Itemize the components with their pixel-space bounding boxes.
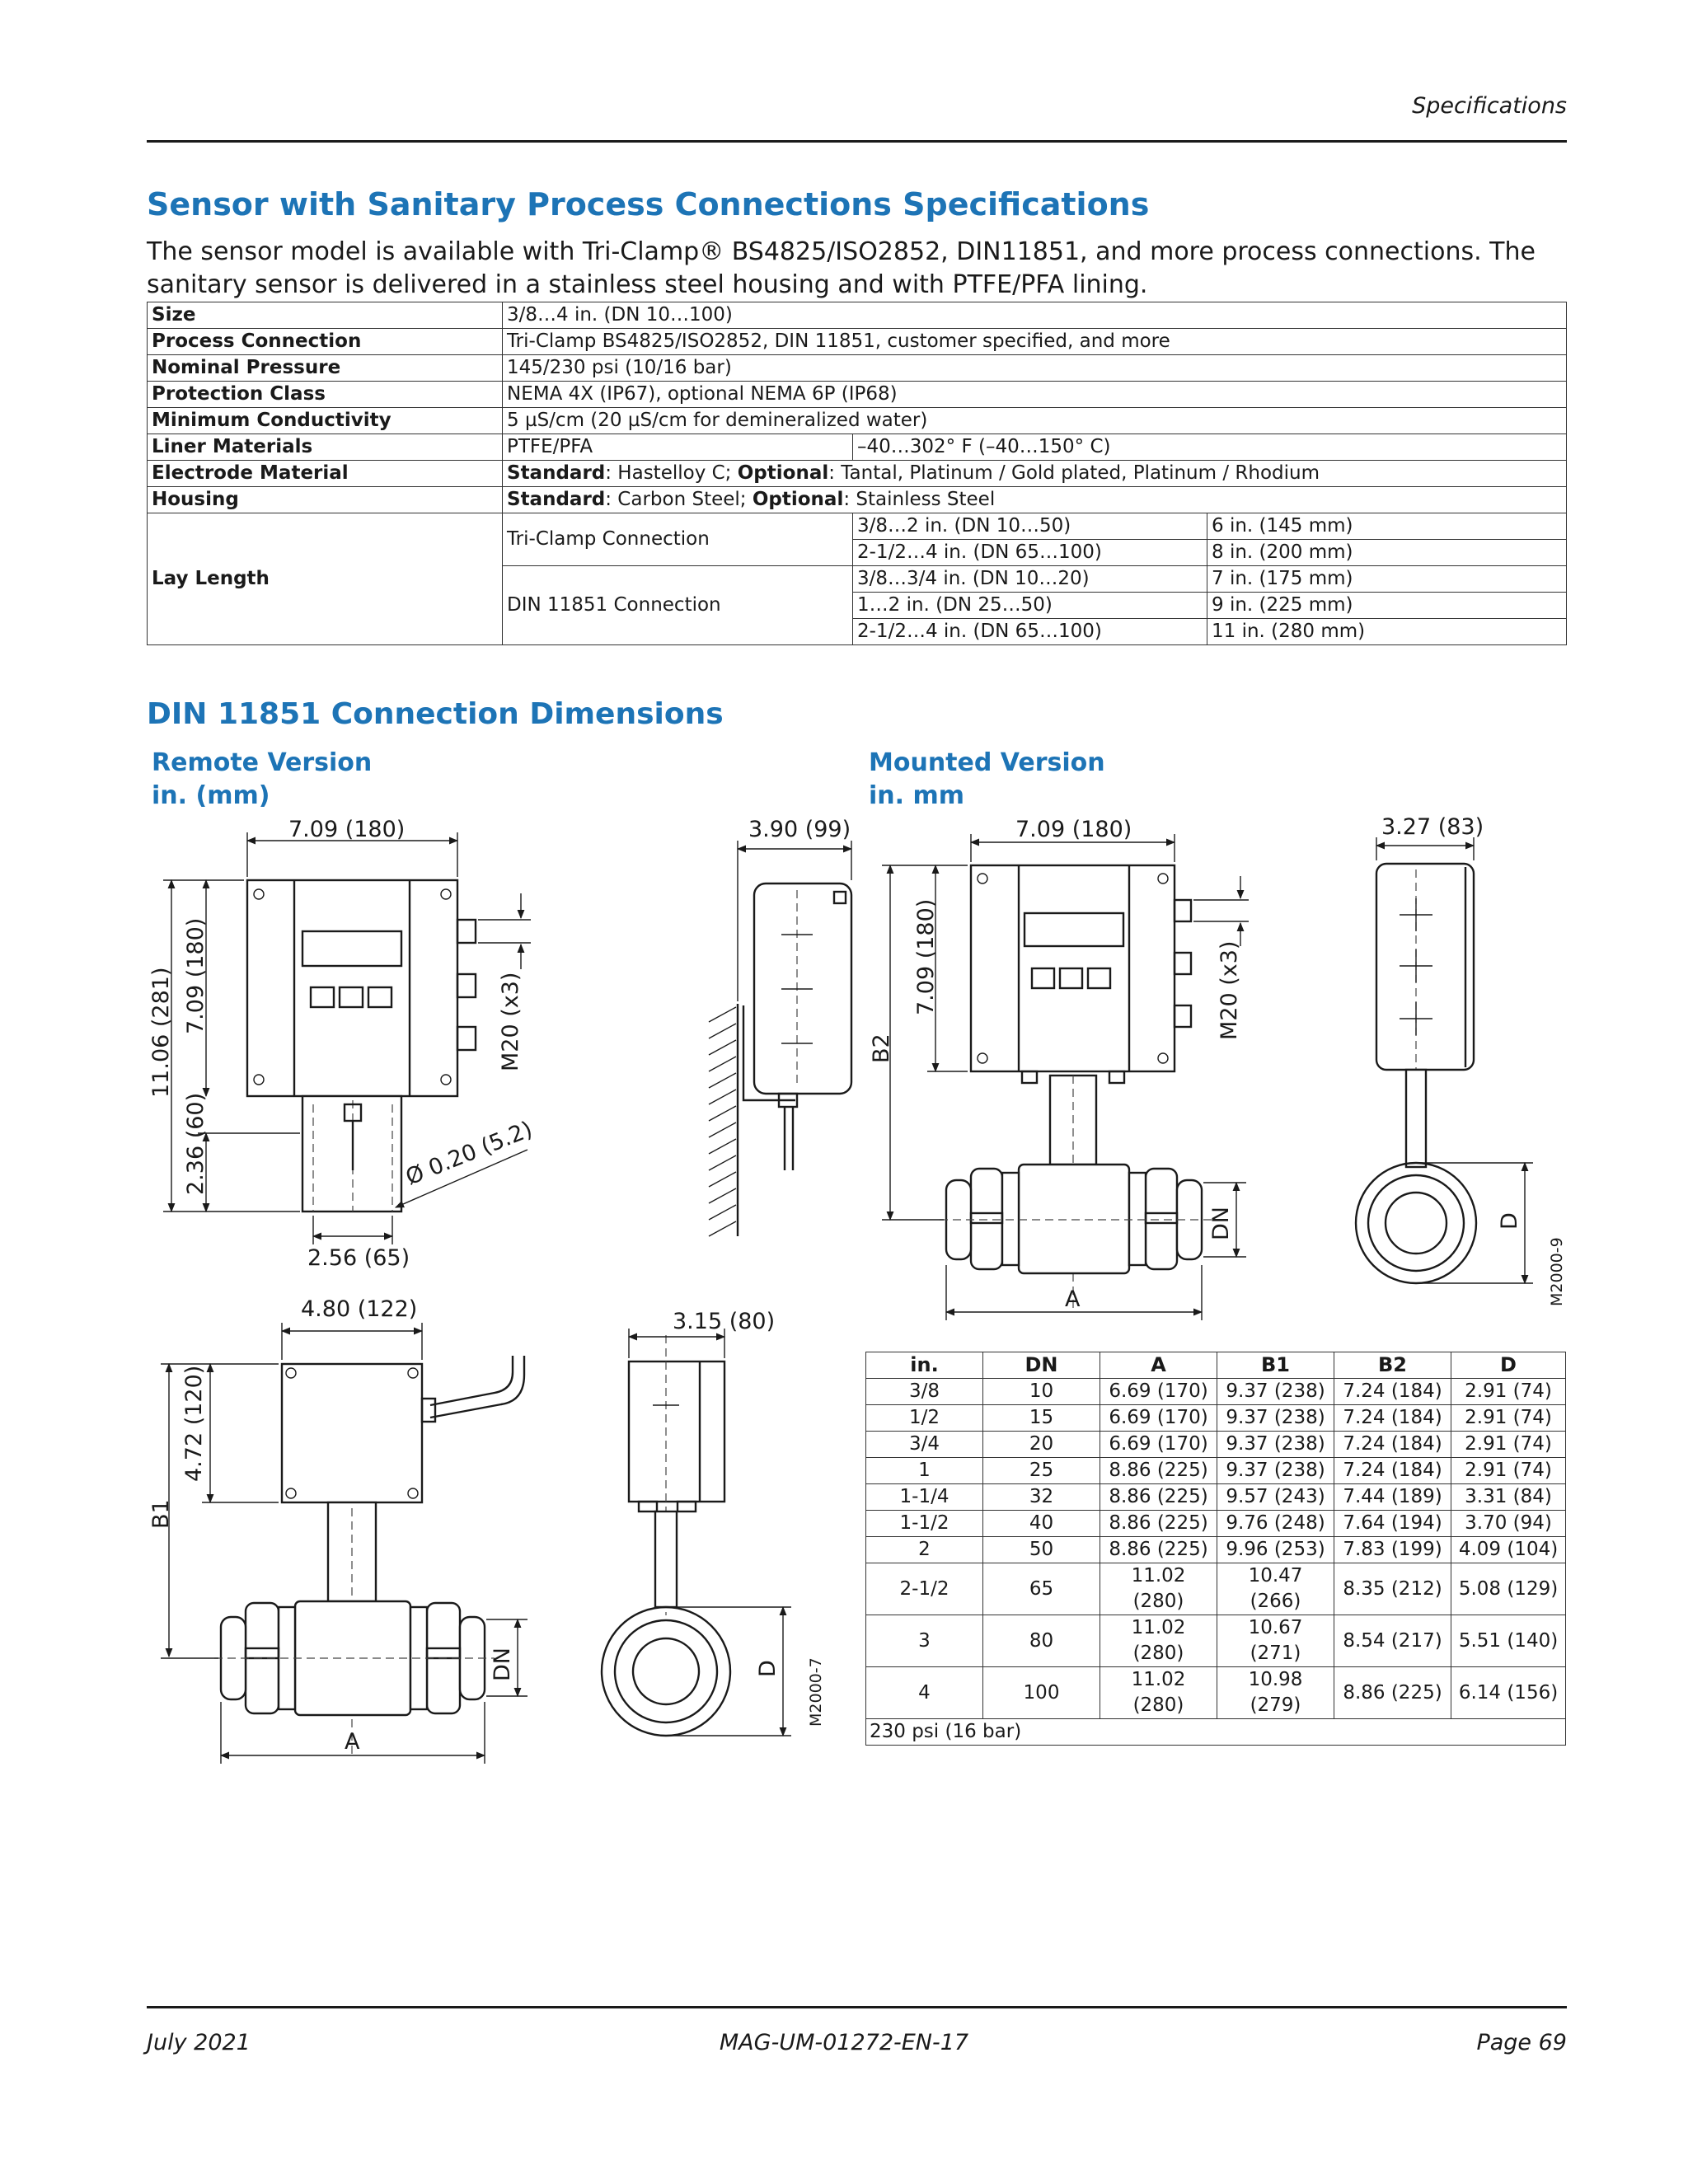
remote-sensor-front (148, 1296, 528, 1764)
table-cell: 7.24 (184) (1334, 1432, 1451, 1458)
remote-transmitter-side (709, 817, 851, 1236)
drawing-ref-mounted: M2000-9 (1548, 1237, 1566, 1306)
table-cell: 15 (983, 1405, 1100, 1432)
running-header: Specifications (1412, 93, 1567, 119)
label-optional: Optional (737, 462, 829, 484)
table-cell: 2.91 (74) (1451, 1432, 1566, 1458)
pressure-note: 230 psi (16 bar) (866, 1719, 1566, 1746)
table-cell: 11.02 (280) (1100, 1667, 1217, 1719)
column-header: B1 (1217, 1352, 1334, 1379)
section-title: Sensor with Sanitary Process Connections Specifications (147, 186, 1150, 223)
spec-value: 6 in. (145 mm) (1207, 513, 1567, 540)
table-cell: 10.98 (279) (1217, 1667, 1334, 1719)
mounted-side (1356, 814, 1566, 1306)
table-cell: 2-1/2 (866, 1563, 983, 1615)
table-cell: 1/2 (866, 1405, 983, 1432)
table-cell: 5.51 (140) (1451, 1615, 1566, 1667)
table-row (866, 1563, 1566, 1615)
table-cell: 7.24 (184) (1334, 1458, 1451, 1484)
mounted-front (869, 817, 1249, 1320)
spec-value: –40…302° F (–40…150° C) (853, 434, 1567, 461)
label-standard: Standard (507, 462, 606, 484)
spec-value: PTFE/PFA (503, 434, 853, 461)
table-cell: 9.37 (238) (1217, 1432, 1334, 1458)
dim-remote-base: 2.56 (65) (307, 1245, 410, 1271)
spec-value: 11 in. (280 mm) (1207, 619, 1567, 645)
column-header: A (1100, 1352, 1217, 1379)
table-cell: 9.37 (238) (1217, 1405, 1334, 1432)
dim-remote-side-depth: 3.90 (99) (748, 817, 851, 842)
spec-value: NEMA 4X (IP67), optional NEMA 6P (IP68) (503, 382, 1567, 408)
spec-value: 3/8…2 in. (DN 10…50) (853, 513, 1207, 540)
remote-version-unit: in. (mm) (152, 781, 270, 810)
remote-sensor-side (602, 1309, 825, 1736)
table-cell: 65 (983, 1563, 1100, 1615)
dim-sensor-dn: DN (490, 1647, 515, 1681)
table-cell: 9.76 (248) (1217, 1511, 1334, 1537)
table-cell: 3.31 (84) (1451, 1484, 1566, 1511)
table-cell: 2.91 (74) (1451, 1458, 1566, 1484)
table-cell: 9.37 (238) (1217, 1458, 1334, 1484)
spec-value: Tri-Clamp BS4825/ISO2852, DIN 11851, customer specified, and more (503, 329, 1567, 355)
spec-key: Process Connection (148, 329, 503, 355)
table-cell: 9.37 (238) (1217, 1379, 1334, 1405)
table-row (866, 1379, 1566, 1405)
dim-remote-m20: M20 (x3) (498, 972, 523, 1071)
table-cell: 8.86 (225) (1100, 1458, 1217, 1484)
table-cell: 10 (983, 1379, 1100, 1405)
spec-text: : Stainless Steel (843, 489, 996, 510)
dim-sensor-width: 4.80 (122) (301, 1296, 418, 1322)
table-row (866, 1615, 1566, 1667)
table-row (866, 1537, 1566, 1563)
table-cell: 11.02 (280) (1100, 1615, 1217, 1667)
table-cell: 8.86 (225) (1100, 1484, 1217, 1511)
table-cell: 4.09 (104) (1451, 1537, 1566, 1563)
spec-value: 9 in. (225 mm) (1207, 593, 1567, 619)
intro-paragraph: The sensor model is available with Tri-Clamp® BS4825/ISO2852, DIN11851, and more process connections. The sanitary sensor is delivered in a stainless steel housing and with PTFE/PFA lining. (147, 237, 1536, 299)
table-cell: 100 (983, 1667, 1100, 1719)
spec-text: : Tantal, Platinum / Gold plated, Platinum / Rhodium (828, 462, 1320, 484)
table-cell: 7.24 (184) (1334, 1405, 1451, 1432)
dim-mounted-b2: B2 (869, 1033, 894, 1063)
spec-key: Size (148, 302, 503, 329)
spec-value: 145/230 psi (10/16 bar) (503, 355, 1567, 382)
table-cell: 2 (866, 1537, 983, 1563)
remote-transmitter-front (148, 817, 536, 1271)
spec-text: : Carbon Steel; (605, 489, 753, 510)
dim-sensor-height: 4.72 (120) (181, 1365, 207, 1482)
table-cell: 80 (983, 1615, 1100, 1667)
footer-date: July 2021 (147, 2030, 251, 2055)
column-header: DN (983, 1352, 1100, 1379)
table-row (866, 1484, 1566, 1511)
table-cell: 3/4 (866, 1432, 983, 1458)
spec-value: 2-1/2…4 in. (DN 65…100) (853, 540, 1207, 566)
table-cell: 8.86 (225) (1334, 1667, 1451, 1719)
column-header: D (1451, 1352, 1566, 1379)
table-row (866, 1667, 1566, 1719)
table-cell: 8.86 (225) (1100, 1537, 1217, 1563)
dim-mounted-m20: M20 (x3) (1217, 940, 1242, 1040)
spec-key: Minimum Conductivity (148, 408, 503, 434)
dim-mounted-side-depth: 3.27 (83) (1381, 814, 1484, 840)
table-cell: 2.91 (74) (1451, 1405, 1566, 1432)
dim-mounted-dn: DN (1208, 1207, 1234, 1240)
table-cell: 5.08 (129) (1451, 1563, 1566, 1615)
dim-remote-box-height: 7.09 (180) (183, 917, 209, 1034)
table-cell: 8.35 (212) (1334, 1563, 1451, 1615)
table-cell: 8.54 (217) (1334, 1615, 1451, 1667)
table-cell: 3.70 (94) (1451, 1511, 1566, 1537)
dimensions-title: DIN 11851 Connection Dimensions (147, 697, 724, 731)
dim-remote-lower-height: 2.36 (60) (183, 1092, 209, 1195)
dim-mounted-width: 7.09 (180) (1015, 817, 1132, 842)
table-note-row (866, 1719, 1566, 1746)
spec-text: : Hastelloy C; (605, 462, 738, 484)
mounted-version-title: Mounted Version (869, 748, 1105, 777)
table-cell: 1-1/2 (866, 1511, 983, 1537)
table-cell: 10.47 (266) (1217, 1563, 1334, 1615)
column-header: in. (866, 1352, 983, 1379)
table-header-row (866, 1352, 1566, 1379)
table-cell: 25 (983, 1458, 1100, 1484)
table-cell: 40 (983, 1511, 1100, 1537)
remote-version-title: Remote Version (152, 748, 373, 777)
dim-sensor-side-depth: 3.15 (80) (673, 1309, 776, 1334)
dim-remote-total-height: 11.06 (281) (148, 967, 174, 1098)
spec-value: 7 in. (175 mm) (1207, 566, 1567, 593)
table-cell: 7.83 (199) (1334, 1537, 1451, 1563)
dim-remote-width: 7.09 (180) (288, 817, 406, 842)
table-row (866, 1432, 1566, 1458)
table-cell: 7.64 (194) (1334, 1511, 1451, 1537)
table-cell: 1-1/4 (866, 1484, 983, 1511)
table-row (866, 1405, 1566, 1432)
spec-key: Liner Materials (148, 434, 503, 461)
dim-sensor-d: D (755, 1660, 781, 1677)
table-cell: 20 (983, 1432, 1100, 1458)
footer-doc-number: MAG-UM-01272-EN-17 (719, 2030, 969, 2055)
spec-value: 2-1/2…4 in. (DN 65…100) (853, 619, 1207, 645)
table-cell: 4 (866, 1667, 983, 1719)
dim-mounted-a: A (1065, 1286, 1081, 1312)
footer-rule (147, 2006, 1567, 2008)
table-row (866, 1511, 1566, 1537)
table-cell: 2.91 (74) (1451, 1379, 1566, 1405)
spec-value: 1…2 in. (DN 25…50) (853, 593, 1207, 619)
dim-mounted-box-height: 7.09 (180) (913, 898, 939, 1015)
table-cell: 3 (866, 1615, 983, 1667)
dim-sensor-b1: B1 (148, 1499, 174, 1529)
spec-key: Lay Length (148, 513, 503, 645)
table-cell: 6.69 (170) (1100, 1379, 1217, 1405)
spec-value: 5 µS/cm (20 µS/cm for demineralized water) (503, 408, 1567, 434)
table-cell: 9.57 (243) (1217, 1484, 1334, 1511)
mounted-version-unit: in. mm (869, 781, 965, 810)
spec-key: Protection Class (148, 382, 503, 408)
table-cell: 7.24 (184) (1334, 1379, 1451, 1405)
table-cell: 1 (866, 1458, 983, 1484)
table-cell: 6.69 (170) (1100, 1405, 1217, 1432)
label-standard: Standard (507, 489, 606, 510)
table-cell: 11.02 (280) (1100, 1563, 1217, 1615)
table-cell: 9.96 (253) (1217, 1537, 1334, 1563)
table-cell: 50 (983, 1537, 1100, 1563)
spec-key: Electrode Material (148, 461, 503, 487)
spec-value: 8 in. (200 mm) (1207, 540, 1567, 566)
column-header: B2 (1334, 1352, 1451, 1379)
dim-remote-hole: Ø 0.20 (5.2) (402, 1116, 537, 1191)
table-row (866, 1458, 1566, 1484)
table-cell: 3/8 (866, 1379, 983, 1405)
spec-value: 3/8…4 in. (DN 10…100) (503, 302, 1567, 329)
dimension-table (865, 1352, 1566, 1746)
dim-mounted-d: D (1497, 1212, 1522, 1230)
spec-value: Tri-Clamp Connection (503, 513, 853, 566)
spec-key: Nominal Pressure (148, 355, 503, 382)
table-cell: 8.86 (225) (1100, 1511, 1217, 1537)
spec-value: DIN 11851 Connection (503, 566, 853, 645)
spec-key: Housing (148, 487, 503, 513)
table-cell: 6.14 (156) (1451, 1667, 1566, 1719)
drawing-ref-remote: M2000-7 (807, 1657, 825, 1727)
table-cell: 32 (983, 1484, 1100, 1511)
table-cell: 6.69 (170) (1100, 1432, 1217, 1458)
label-optional: Optional (752, 489, 844, 510)
table-cell: 10.67 (271) (1217, 1615, 1334, 1667)
dim-sensor-a: A (345, 1729, 360, 1755)
footer-page: Page 69 (1476, 2030, 1567, 2055)
table-cell: 7.44 (189) (1334, 1484, 1451, 1511)
spec-value: 3/8…3/4 in. (DN 10…20) (853, 566, 1207, 593)
